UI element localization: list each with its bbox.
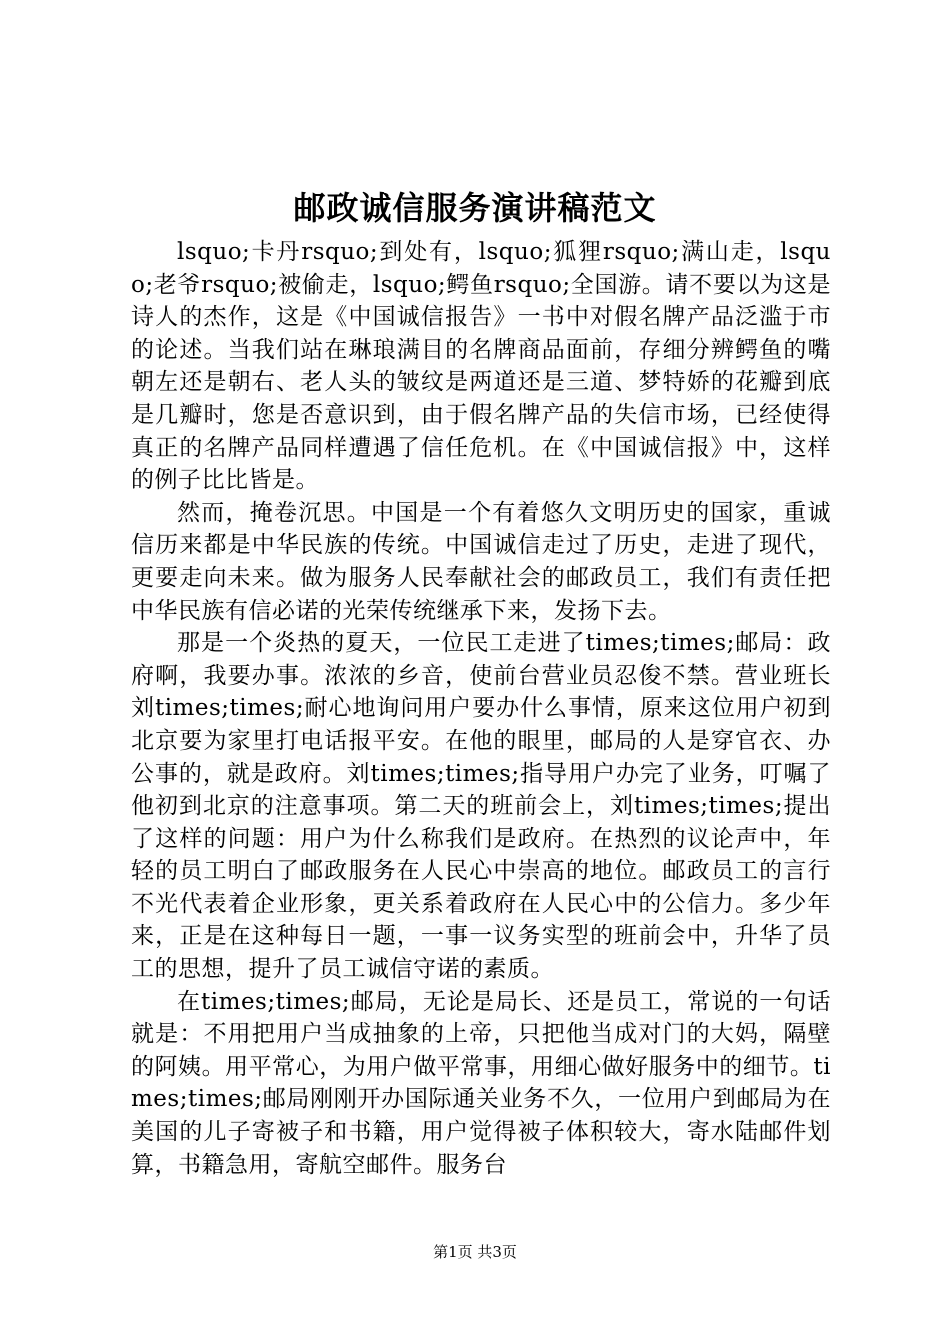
- paragraph-1: lsquo;卡丹rsquo;到处有，lsquo;狐狸rsquo;满山走，lsquo;老爷rsquo;被偷走，lsquo;鳄鱼rsquo;全国游。请不要以为这是诗人的杰作，这是《中国诚信报告》一书中对假名牌产品泛滥于市的论述。当我们站在琳琅满目的名牌商品面前，存细分辨鳄鱼的嘴朝左还是朝右、老人头的皱纹是两道还是三道、梦特娇的花瓣到底是几瓣时，您是否意识到，由于假名牌产品的失信市场，已经使得真正的名牌产品同样遭遇了信任危机。在《中国诚信报》中，这样的例子比比皆是。: [131, 239, 831, 494]
- document-title: 邮政诚信服务演讲稿范文: [293, 189, 657, 227]
- paragraph-3: 那是一个炎热的夏天，一位民工走进了times;times;邮局：政府啊，我要办事。浓浓的乡音，使前台营业员忍俊不禁。营业班长刘times;times;耐心地询问用户要办什么事情，原来这位用户初到北京要为家里打电话报平安。在他的眼里，邮局的人是穿官衣、办公事的，就是政府。刘times;times;指导用户办完了业务，叮嘱了他初到北京的注意事项。第二天的班前会上，刘times;times;提出了这样的问题：用户为什么称我们是政府。在热烈的议论声中，年轻的员工明白了邮政服务在人民心中崇高的地位。邮政员工的言行不光代表着企业形象，更关系着政府在人民心中的公信力。多少年来，正是在这种每日一题，一事一议务实型的班前会中，升华了员工的思想，提升了员工诚信守诺的素质。: [131, 630, 831, 983]
- paragraph-2: 然而，掩卷沉思。中国是一个有着悠久文明历史的国家，重诚信历来都是中华民族的传统。中国诚信走过了历史，走进了现代，更要走向未来。做为服务人民奉献社会的邮政员工，我们有责任把中华民族有信必诺的光荣传统继承下来，发扬下去。: [131, 499, 831, 624]
- paragraph-4: 在times;times;邮局，无论是局长、还是员工，常说的一句话就是：不用把用户当成抽象的上帝，只把他当成对门的大妈，隔壁的阿姨。用平常心，为用户做平常事，用细心做好服务中的细节。times;times;邮局刚刚开办国际通关业务不久，一位用户到邮局为在美国的儿子寄被子和书籍，用户觉得被子体积较大，寄水陆邮件划算，书籍急用，寄航空邮件。服务台: [131, 988, 831, 1178]
- document-body: [131, 236, 831, 1181]
- page-footer: 第1页 共3页: [433, 1243, 517, 1261]
